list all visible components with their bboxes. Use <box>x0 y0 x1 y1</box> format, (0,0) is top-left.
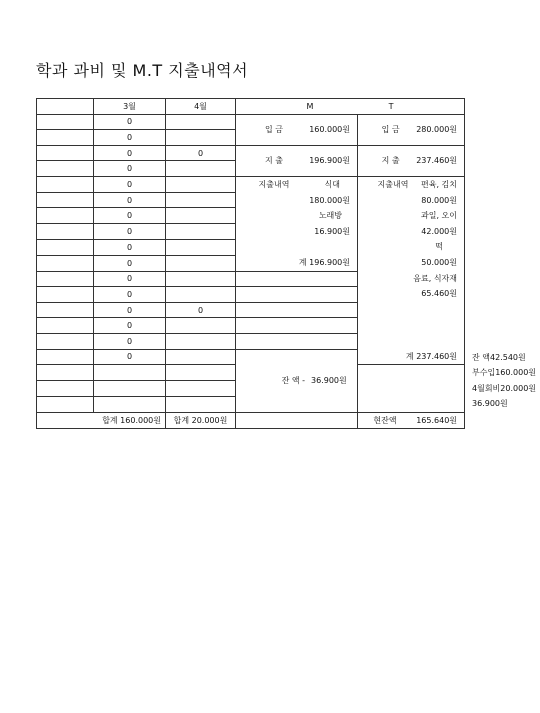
total-row <box>37 412 465 429</box>
mt-detail-label: 지출내역 <box>377 180 409 190</box>
mt-item4: 음료, 식자재 <box>413 273 458 283</box>
april-cell: 0 <box>166 145 236 161</box>
mt-minus-value: 36.900원 <box>472 399 508 409</box>
march-cell: 0 <box>94 161 166 177</box>
mt-item3: 떡 <box>435 242 444 252</box>
mt-extra-label: 부수입 <box>472 368 496 378</box>
march-cell: 0 <box>94 192 166 208</box>
march-cell: 0 <box>94 271 166 287</box>
march-cell: 0 <box>94 255 166 271</box>
mt-cash <box>358 412 465 429</box>
dept-balance-label: 잔 액 - <box>281 375 305 385</box>
dept-expense-label: 지 출 <box>265 156 283 166</box>
mt-income-value: 280.000원 <box>416 124 458 134</box>
march-cell: 0 <box>94 130 166 146</box>
header-mt-m: M <box>306 101 314 111</box>
table-row <box>37 114 465 130</box>
header-april: 4월 <box>166 99 236 115</box>
dept-detail <box>236 176 358 271</box>
mt-item1-value: 80.000원 <box>421 195 458 205</box>
dept-item1: 식대 <box>324 179 340 189</box>
march-cell: 0 <box>94 176 166 192</box>
mt-detail <box>358 176 465 364</box>
march-cell: 0 <box>94 318 166 334</box>
march-cell: 0 <box>94 333 166 349</box>
dept-item2-value: 16.900원 <box>314 226 350 236</box>
mt-item3-value: 50.000원 <box>421 258 458 268</box>
dept-item1-value: 180.000원 <box>309 195 350 205</box>
mt-total: 계 237.460원 <box>405 351 458 361</box>
mt-expense-label: 지 출 <box>381 156 400 166</box>
table-row <box>37 176 465 192</box>
dept-balance-value: 36.900원 <box>311 375 347 385</box>
mt-extra-value: 160.000원 <box>495 368 537 378</box>
dept-total: 계 196.900원 <box>298 257 350 267</box>
march-cell: 0 <box>94 208 166 224</box>
april-cell: 0 <box>166 302 236 318</box>
dept-item2: 노래방 <box>318 211 342 221</box>
expense-table <box>36 98 537 429</box>
header-row <box>37 99 465 115</box>
dept-detail-label: 지출내역 <box>258 179 290 189</box>
mt-income <box>358 114 465 145</box>
header-mt-t: T <box>388 101 394 111</box>
mt-cash-label: 현잔액 <box>373 415 397 425</box>
march-total: 합계 160.000원 <box>37 412 166 429</box>
march-cell: 0 <box>94 302 166 318</box>
march-cell: 0 <box>94 239 166 255</box>
mt-balance-label: 잔 액 <box>472 352 491 362</box>
april-total: 합계 20.000원 <box>166 412 236 429</box>
dept-income-label: 입 금 <box>265 124 283 134</box>
mt-item1: 편육, 김치 <box>421 180 458 190</box>
mt-income-label: 입 금 <box>381 124 400 134</box>
header-march: 3월 <box>94 99 166 115</box>
dept-income <box>236 114 358 145</box>
march-cell: 0 <box>94 145 166 161</box>
march-cell: 0 <box>94 349 166 365</box>
mt-balance-value: 42.540원 <box>490 352 526 362</box>
mt-item2-value: 42.000원 <box>421 226 458 236</box>
dept-expense-value: 196.900원 <box>309 156 350 166</box>
header-mt <box>236 99 465 115</box>
mt-item4-value: 65.460원 <box>421 289 458 299</box>
march-cell: 0 <box>94 114 166 130</box>
header-blank <box>37 99 94 115</box>
dept-income-value: 160.000원 <box>309 124 350 134</box>
march-cell: 0 <box>94 224 166 240</box>
mt-fee-label: 4월회비 <box>472 383 501 393</box>
mt-expense <box>358 145 465 176</box>
mt-fee-value: 20.000원 <box>500 383 537 393</box>
dept-total-blank <box>236 412 358 429</box>
dept-balance <box>236 349 358 412</box>
march-cell: 0 <box>94 287 166 303</box>
mt-cash-value: 165.640원 <box>416 415 458 425</box>
dept-expense <box>236 145 358 176</box>
table-row <box>37 145 465 161</box>
mt-expense-value: 237.460원 <box>416 156 458 166</box>
mt-item2: 과일, 오이 <box>421 211 458 221</box>
document-title: 학과 과비 및 M.T 지출내역서 <box>36 61 249 80</box>
